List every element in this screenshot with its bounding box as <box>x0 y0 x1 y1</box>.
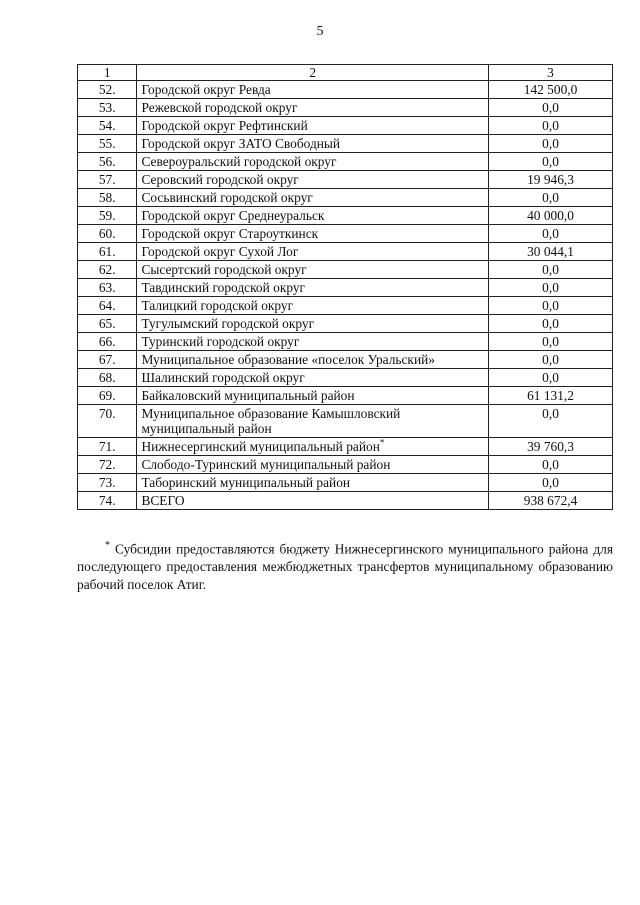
municipality-name: Сысертский городской округ <box>141 262 307 277</box>
footnote-mark: * <box>105 540 110 551</box>
municipality-name: Муниципальное образование «поселок Уральский» <box>141 352 435 367</box>
subsidy-amount: 938 672,4 <box>489 492 613 510</box>
row-number: 65. <box>78 315 137 333</box>
municipality-name-cell <box>137 189 489 207</box>
municipality-name: Городской округ Староуткинск <box>141 226 319 241</box>
row-number: 74. <box>78 492 137 510</box>
subsidy-amount: 0,0 <box>489 189 613 207</box>
row-number: 55. <box>78 135 137 153</box>
row-number: 54. <box>78 117 137 135</box>
municipality-name-cell <box>137 351 489 369</box>
table-row <box>78 387 613 405</box>
subsidy-amount: 142 500,0 <box>489 81 613 99</box>
page-number: 5 <box>316 24 324 39</box>
row-number: 62. <box>78 261 137 279</box>
subsidy-amount: 0,0 <box>489 225 613 243</box>
municipality-name: Талицкий городской округ <box>141 298 294 313</box>
row-number: 72. <box>78 456 137 474</box>
table-row <box>78 405 613 438</box>
table-row <box>78 261 613 279</box>
table-row <box>78 474 613 492</box>
municipality-name: Нижнесергинский муниципальный район <box>141 439 380 454</box>
subsidy-amount: 0,0 <box>489 474 613 492</box>
municipality-name: Городской округ Ревда <box>141 82 271 97</box>
municipality-name: Тавдинский городской округ <box>141 280 306 295</box>
municipality-name: Североуральский городской округ <box>141 154 337 169</box>
table-row <box>78 456 613 474</box>
municipality-name-cell <box>137 333 489 351</box>
municipality-name: ВСЕГО <box>141 493 185 508</box>
municipality-name-cell <box>137 99 489 117</box>
subsidy-amount: 0,0 <box>489 369 613 387</box>
subsidy-amount: 0,0 <box>489 117 613 135</box>
row-number: 60. <box>78 225 137 243</box>
municipality-name: Муниципальное образование Камышловский муниципальный район <box>141 406 401 436</box>
municipality-name-cell <box>137 171 489 189</box>
row-number: 59. <box>78 207 137 225</box>
municipality-name-cell <box>137 225 489 243</box>
table-row <box>78 99 613 117</box>
municipality-name: Городской округ ЗАТО Свободный <box>141 136 341 151</box>
municipality-name: Режевской городской округ <box>141 100 298 115</box>
municipality-name-cell <box>137 135 489 153</box>
municipality-name: Таборинский муниципальный район <box>141 475 351 490</box>
table-row <box>78 225 613 243</box>
table-row <box>78 189 613 207</box>
header-col-3: 3 <box>489 65 613 81</box>
table-header <box>78 65 613 81</box>
municipality-name-cell <box>137 492 489 510</box>
table-row <box>78 243 613 261</box>
municipality-name: Городской округ Среднеуральск <box>141 208 325 223</box>
municipality-name: Шалинский городской округ <box>141 370 305 385</box>
row-number: 64. <box>78 297 137 315</box>
subsidy-amount: 0,0 <box>489 351 613 369</box>
row-number: 52. <box>78 81 137 99</box>
footnote-reference-mark: * <box>379 437 385 448</box>
row-number: 68. <box>78 369 137 387</box>
table-row <box>78 153 613 171</box>
subsidy-amount: 0,0 <box>489 333 613 351</box>
row-number: 53. <box>78 99 137 117</box>
municipality-name-cell <box>137 474 489 492</box>
municipality-name-cell <box>137 315 489 333</box>
footnote <box>77 537 613 594</box>
subsidy-amount: 19 946,3 <box>489 171 613 189</box>
subsidy-amount: 0,0 <box>489 261 613 279</box>
subsidy-amount: 0,0 <box>489 135 613 153</box>
municipality-name-cell <box>137 261 489 279</box>
table-body <box>78 81 613 510</box>
municipality-name-cell <box>137 297 489 315</box>
municipality-name-cell <box>137 243 489 261</box>
row-number: 57. <box>78 171 137 189</box>
row-number: 73. <box>78 474 137 492</box>
subsidy-amount: 0,0 <box>489 279 613 297</box>
subsidy-amount: 0,0 <box>489 153 613 171</box>
municipality-name-cell <box>137 153 489 171</box>
subsidy-amount: 0,0 <box>489 405 613 438</box>
municipality-name: Городской округ Рефтинский <box>141 118 308 133</box>
table-row <box>78 117 613 135</box>
subsidy-amount: 30 044,1 <box>489 243 613 261</box>
municipality-name: Сосьвинский городской округ <box>141 190 313 205</box>
municipality-name-cell <box>137 456 489 474</box>
municipality-name-cell <box>137 405 489 438</box>
table-row <box>78 171 613 189</box>
municipality-name: Серовский городской округ <box>141 172 299 187</box>
table-row <box>78 135 613 153</box>
municipality-name: Тугулымский городской округ <box>141 316 315 331</box>
header-row <box>78 65 613 81</box>
table-row <box>78 351 613 369</box>
subsidy-table <box>77 64 613 510</box>
municipality-name-cell <box>137 438 489 456</box>
row-number: 63. <box>78 279 137 297</box>
municipality-name: Слободо-Туринский муниципальный район <box>141 457 391 472</box>
subsidy-amount: 0,0 <box>489 297 613 315</box>
subsidy-amount: 0,0 <box>489 99 613 117</box>
row-number: 70. <box>78 405 137 438</box>
municipality-name: Байкаловский муниципальный район <box>141 388 355 403</box>
subsidy-amount: 0,0 <box>489 315 613 333</box>
table-row <box>78 315 613 333</box>
table-row <box>78 297 613 315</box>
table-row <box>78 279 613 297</box>
table-row <box>78 492 613 510</box>
table-row <box>78 438 613 456</box>
table-row <box>78 333 613 351</box>
municipality-name-cell <box>137 207 489 225</box>
municipality-name: Городской округ Сухой Лог <box>141 244 299 259</box>
table-row <box>78 369 613 387</box>
row-number: 69. <box>78 387 137 405</box>
header-col-2: 2 <box>137 65 489 81</box>
footnote-text: Субсидии предоставляются бюджету Нижнесергинского муниципального района для последующего предоставления межбюджетных трансфертов муниципальному образованию рабочий поселок Атиг. <box>77 541 613 593</box>
subsidy-amount: 39 760,3 <box>489 438 613 456</box>
municipality-name: Туринский городской округ <box>141 334 300 349</box>
subsidy-amount: 61 131,2 <box>489 387 613 405</box>
row-number: 56. <box>78 153 137 171</box>
municipality-name-cell <box>137 117 489 135</box>
table-row <box>78 207 613 225</box>
table-row <box>78 81 613 99</box>
row-number: 71. <box>78 438 137 456</box>
row-number: 58. <box>78 189 137 207</box>
municipality-name-cell <box>137 81 489 99</box>
municipality-name-cell <box>137 387 489 405</box>
municipality-name-cell <box>137 369 489 387</box>
subsidy-amount: 0,0 <box>489 456 613 474</box>
row-number: 67. <box>78 351 137 369</box>
row-number: 66. <box>78 333 137 351</box>
municipality-name-cell <box>137 279 489 297</box>
row-number: 61. <box>78 243 137 261</box>
header-col-1: 1 <box>78 65 137 81</box>
subsidy-amount: 40 000,0 <box>489 207 613 225</box>
